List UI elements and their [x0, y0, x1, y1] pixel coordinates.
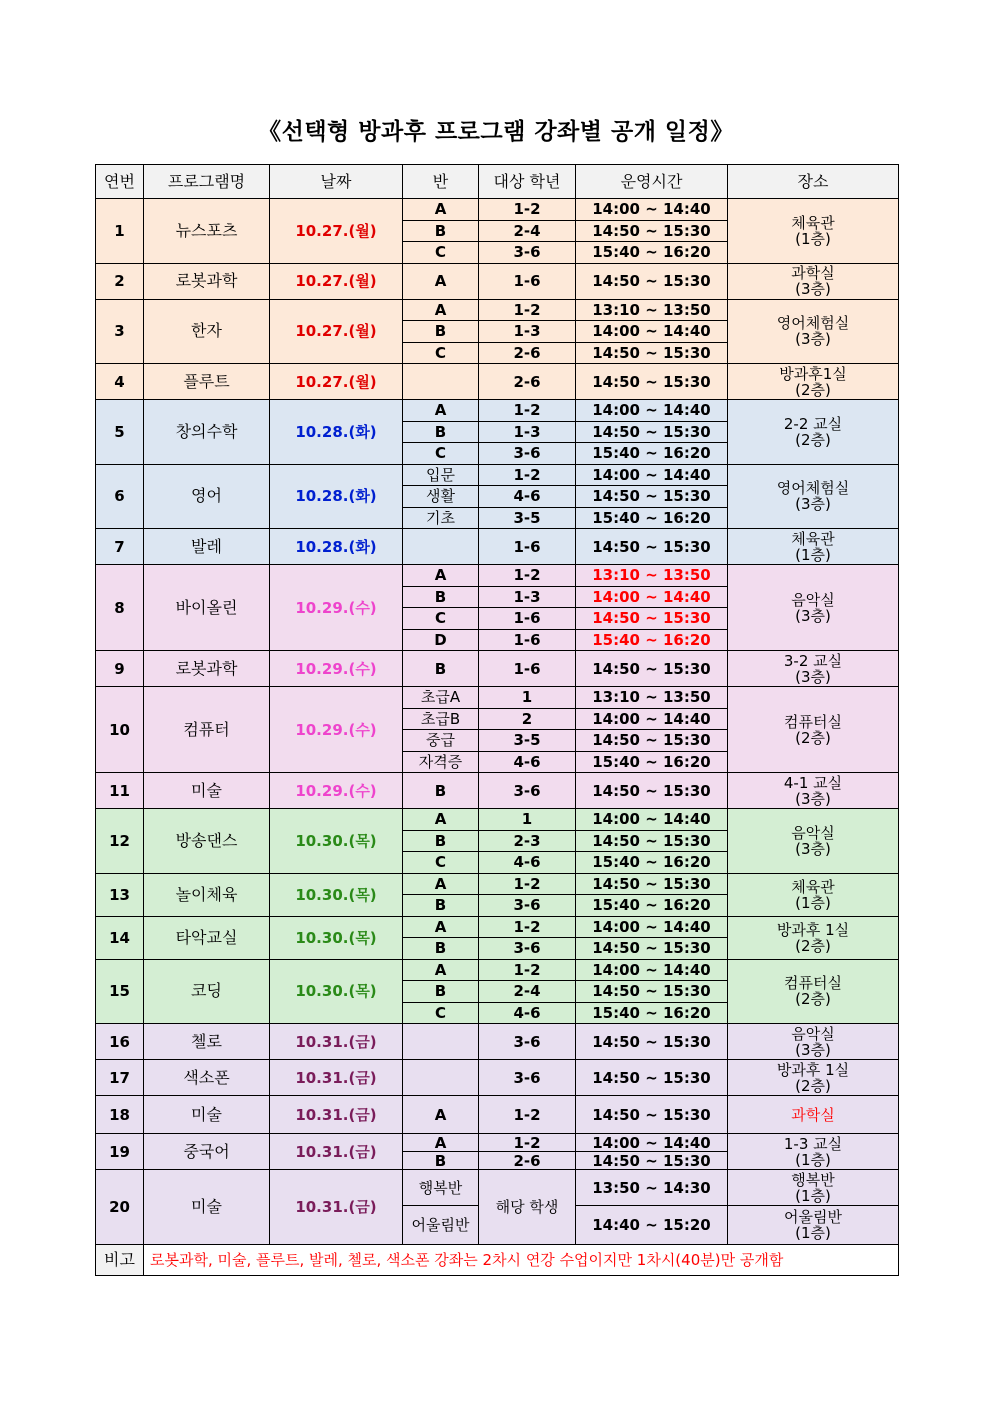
program-name: 방송댄스 [144, 809, 270, 874]
class-label: 행복반 [403, 1170, 479, 1206]
program-date: 10.28.(화) [270, 400, 403, 465]
run-time: 14:50 ~ 15:30 [576, 1096, 728, 1134]
target-grade: 1-2 [479, 1096, 576, 1134]
row-number: 20 [96, 1170, 144, 1245]
target-grade: 1-6 [479, 529, 576, 565]
target-grade: 1-2 [479, 400, 576, 422]
target-grade: 1-2 [479, 565, 576, 587]
target-grade: 1-2 [479, 916, 576, 938]
class-label: C [403, 608, 479, 630]
row-number: 7 [96, 529, 144, 565]
run-time: 14:50 ~ 15:30 [576, 651, 728, 687]
class-label: C [403, 242, 479, 264]
run-time: 14:50 ~ 15:30 [576, 1024, 728, 1060]
program-name: 영어 [144, 464, 270, 529]
program-name: 창의수학 [144, 400, 270, 465]
place-floor: (3층) [795, 330, 831, 349]
table-row [96, 364, 899, 400]
run-time: 14:50 ~ 15:30 [576, 529, 728, 565]
class-label: 중급 [403, 730, 479, 752]
run-time: 14:00 ~ 14:40 [576, 321, 728, 343]
program-date: 10.28.(화) [270, 529, 403, 565]
target-grade: 2-4 [479, 220, 576, 242]
target-grade: 3-5 [479, 507, 576, 529]
place-floor: (2층) [795, 430, 831, 449]
run-time: 14:50 ~ 15:30 [576, 981, 728, 1003]
program-name: 미술 [144, 1170, 270, 1245]
place-cell [728, 565, 899, 651]
run-time: 15:40 ~ 16:20 [576, 852, 728, 874]
place-name: 음악실 [791, 823, 835, 842]
place-cell [728, 651, 899, 687]
run-time: 14:50 ~ 15:30 [576, 486, 728, 508]
run-time: 13:10 ~ 13:50 [576, 565, 728, 587]
row-number: 16 [96, 1024, 144, 1060]
target-grade: 1-3 [479, 421, 576, 443]
run-time: 14:50 ~ 15:30 [576, 608, 728, 630]
header-date: 날짜 [270, 165, 403, 199]
target-grade: 1-2 [479, 199, 576, 221]
run-time: 14:00 ~ 14:40 [576, 464, 728, 486]
note-label: 비고 [96, 1245, 144, 1276]
row-number: 8 [96, 565, 144, 651]
run-time: 14:00 ~ 14:40 [576, 586, 728, 608]
class-label: B [403, 830, 479, 852]
table-row [96, 651, 899, 687]
target-grade: 4-6 [479, 1002, 576, 1024]
target-grade: 3-6 [479, 895, 576, 917]
place-name: 영어체험실 [776, 314, 850, 333]
row-number: 5 [96, 400, 144, 465]
run-time: 14:50 ~ 15:30 [576, 938, 728, 960]
target-grade: 2-4 [479, 981, 576, 1003]
target-grade: 4-6 [479, 486, 576, 508]
place-cell [728, 263, 899, 299]
place-floor: (3층) [795, 606, 831, 625]
place-name: 3-2 교실 [783, 651, 843, 670]
program-date: 10.28.(화) [270, 464, 403, 529]
run-time: 14:50 ~ 15:30 [576, 773, 728, 809]
run-time: 14:50 ~ 15:30 [576, 730, 728, 752]
class-label: B [403, 421, 479, 443]
place-name: 방과후 1실 [776, 1060, 850, 1079]
class-label: A [403, 263, 479, 299]
run-time: 14:50 ~ 15:30 [576, 342, 728, 364]
table-row [96, 1096, 899, 1134]
target-grade: 3-6 [479, 1024, 576, 1060]
place-cell [728, 400, 899, 465]
target-grade: 3-6 [479, 1060, 576, 1096]
run-time: 14:50 ~ 15:30 [576, 1060, 728, 1096]
target-grade: 3-5 [479, 730, 576, 752]
program-name: 코딩 [144, 959, 270, 1024]
target-grade: 4-6 [479, 751, 576, 773]
class-label: A [403, 1096, 479, 1134]
table-row [96, 916, 899, 938]
table-row [96, 263, 899, 299]
row-number: 2 [96, 263, 144, 299]
place-floor: (2층) [795, 728, 831, 747]
class-label: 어울림반 [403, 1206, 479, 1245]
program-name: 발레 [144, 529, 270, 565]
place-floor: (3층) [795, 280, 831, 298]
program-date: 10.31.(금) [270, 1170, 403, 1245]
program-name: 바이올린 [144, 565, 270, 651]
run-time: 14:50 ~ 15:30 [576, 263, 728, 299]
target-grade: 1-2 [479, 464, 576, 486]
row-number: 17 [96, 1060, 144, 1096]
header-time: 운영시간 [576, 165, 728, 199]
place-cell [728, 1170, 899, 1206]
class-label: 자격증 [403, 751, 479, 773]
page-title: 《선택형 방과후 프로그램 강좌별 공개 일정》 [258, 119, 734, 145]
run-time: 15:40 ~ 16:20 [576, 242, 728, 264]
program-date: 10.31.(금) [270, 1060, 403, 1096]
program-name: 한자 [144, 299, 270, 364]
class-label: B [403, 938, 479, 960]
target-grade: 1-2 [479, 873, 576, 895]
program-name: 미술 [144, 773, 270, 809]
class-label: A [403, 873, 479, 895]
program-name: 타악교실 [144, 916, 270, 959]
place-name: 2-2 교실 [783, 414, 843, 433]
run-time: 15:40 ~ 16:20 [576, 751, 728, 773]
class-label: A [403, 299, 479, 321]
target-grade: 4-6 [479, 852, 576, 874]
place-name: 방과후1실 [779, 364, 847, 383]
place-floor: (1층) [795, 1186, 831, 1205]
row-number: 18 [96, 1096, 144, 1134]
target-grade: 1 [479, 687, 576, 709]
target-grade: 1-3 [479, 321, 576, 343]
target-grade: 3-6 [479, 242, 576, 264]
class-label: A [403, 199, 479, 221]
class-label: B [403, 773, 479, 809]
place-floor: (1층) [795, 893, 831, 912]
target-grade: 3-6 [479, 938, 576, 960]
header-no: 연번 [96, 165, 144, 199]
run-time: 14:00 ~ 14:40 [576, 809, 728, 831]
class-label: C [403, 443, 479, 465]
place-cell [728, 199, 899, 264]
run-time: 13:10 ~ 13:50 [576, 299, 728, 321]
header-row [96, 165, 899, 199]
table-row [96, 873, 899, 895]
header-program: 프로그램명 [144, 165, 270, 199]
program-date: 10.29.(수) [270, 773, 403, 809]
class-label: C [403, 1002, 479, 1024]
place-floor: (3층) [795, 1040, 831, 1059]
table-row [96, 464, 899, 486]
run-time: 14:00 ~ 14:40 [576, 959, 728, 981]
target-grade: 3-6 [479, 773, 576, 809]
class-label [403, 364, 479, 400]
run-time: 14:50 ~ 15:30 [576, 421, 728, 443]
row-number: 12 [96, 809, 144, 874]
run-time: 14:00 ~ 14:40 [576, 708, 728, 730]
place-cell [728, 1024, 899, 1060]
row-number: 14 [96, 916, 144, 959]
target-grade: 1-6 [479, 608, 576, 630]
place-floor: (3층) [795, 789, 831, 808]
place-floor: (2층) [795, 1076, 831, 1095]
schedule-table [95, 164, 899, 1276]
target-grade: 2-3 [479, 830, 576, 852]
place-name: 1-3 교실 [783, 1134, 843, 1153]
header-place: 장소 [728, 165, 899, 199]
class-label [403, 1060, 479, 1096]
place-name: 체육관 [791, 213, 835, 232]
program-date: 10.27.(월) [270, 263, 403, 299]
place-name: 영어체험실 [776, 479, 850, 498]
program-name: 중국어 [144, 1134, 270, 1170]
target-grade: 1-2 [479, 959, 576, 981]
class-label: A [403, 1134, 479, 1152]
row-number: 11 [96, 773, 144, 809]
run-time: 14:50 ~ 15:30 [576, 830, 728, 852]
program-date: 10.30.(목) [270, 873, 403, 916]
table-row [96, 199, 899, 221]
place-cell [728, 464, 899, 529]
program-date: 10.31.(금) [270, 1024, 403, 1060]
row-number: 19 [96, 1134, 144, 1170]
program-date: 10.27.(월) [270, 299, 403, 364]
table-row [96, 299, 899, 321]
row-number: 10 [96, 687, 144, 773]
run-time: 15:40 ~ 16:20 [576, 443, 728, 465]
class-label [403, 529, 479, 565]
place-cell [728, 529, 899, 565]
program-date: 10.27.(월) [270, 199, 403, 264]
place-floor: (1층) [795, 229, 831, 248]
place-floor: (1층) [795, 545, 831, 564]
place-name: 행복반 [791, 1170, 835, 1189]
note-row [96, 1245, 899, 1276]
place-floor: (2층) [795, 380, 831, 399]
place-name: 컴퓨터실 [784, 974, 842, 993]
target-grade: 1-2 [479, 299, 576, 321]
class-label: D [403, 629, 479, 651]
class-label: B [403, 586, 479, 608]
program-name: 뉴스포츠 [144, 199, 270, 264]
table-row [96, 1024, 899, 1060]
program-name: 컴퓨터 [144, 687, 270, 773]
row-number: 13 [96, 873, 144, 916]
run-time: 14:00 ~ 14:40 [576, 916, 728, 938]
table-row [96, 1170, 899, 1206]
place-name: 어울림반 [784, 1208, 842, 1226]
program-name: 첼로 [144, 1024, 270, 1060]
target-grade: 2-6 [479, 364, 576, 400]
program-name: 로봇과학 [144, 651, 270, 687]
target-grade: 3-6 [479, 443, 576, 465]
place-floor: (1층) [795, 1224, 831, 1242]
target-grade: 해당 학생 [479, 1170, 576, 1245]
program-date: 10.29.(수) [270, 565, 403, 651]
class-label: 기초 [403, 507, 479, 529]
program-name: 색소폰 [144, 1060, 270, 1096]
place-cell [728, 364, 899, 400]
class-label: A [403, 809, 479, 831]
run-time: 14:50 ~ 15:30 [576, 364, 728, 400]
target-grade: 1-6 [479, 629, 576, 651]
place-name: 방과후 1실 [776, 920, 850, 939]
place-name: 컴퓨터실 [784, 712, 842, 731]
run-time: 14:00 ~ 14:40 [576, 1134, 728, 1152]
class-label: B [403, 981, 479, 1003]
run-time: 14:00 ~ 14:40 [576, 400, 728, 422]
run-time: 15:40 ~ 16:20 [576, 507, 728, 529]
target-grade: 1 [479, 809, 576, 831]
run-time: 14:00 ~ 14:40 [576, 199, 728, 221]
place-name: 음악실 [791, 1024, 835, 1043]
place-cell [728, 1096, 899, 1134]
program-name: 플루트 [144, 364, 270, 400]
program-name: 로봇과학 [144, 263, 270, 299]
place-cell [728, 1060, 899, 1096]
note-text: 로봇과학, 미술, 플루트, 발레, 첼로, 색소폰 강좌는 2차시 연강 수업이지만 1차시(40분)만 공개함 [144, 1245, 899, 1276]
target-grade: 2 [479, 708, 576, 730]
program-date: 10.29.(수) [270, 651, 403, 687]
place-cell [728, 809, 899, 874]
run-time: 13:50 ~ 14:30 [576, 1170, 728, 1206]
run-time: 15:40 ~ 16:20 [576, 1002, 728, 1024]
program-name: 미술 [144, 1096, 270, 1134]
table-row [96, 565, 899, 587]
class-label: A [403, 916, 479, 938]
place-name: 과학실 [791, 264, 835, 282]
run-time: 15:40 ~ 16:20 [576, 895, 728, 917]
place-floor: (2층) [795, 990, 831, 1009]
run-time: 14:50 ~ 15:30 [576, 220, 728, 242]
place-cell [728, 1134, 899, 1170]
program-name: 놀이체육 [144, 873, 270, 916]
program-date: 10.30.(목) [270, 959, 403, 1024]
run-time: 14:50 ~ 15:30 [576, 1152, 728, 1170]
place-name: 체육관 [791, 877, 835, 896]
class-label: B [403, 220, 479, 242]
class-label: 입문 [403, 464, 479, 486]
class-label [403, 1024, 479, 1060]
run-time: 13:10 ~ 13:50 [576, 687, 728, 709]
class-label: A [403, 959, 479, 981]
target-grade: 1-3 [479, 586, 576, 608]
program-date: 10.31.(금) [270, 1096, 403, 1134]
program-date: 10.30.(목) [270, 916, 403, 959]
program-date: 10.30.(목) [270, 809, 403, 874]
place-cell [728, 1206, 899, 1245]
table-row [96, 809, 899, 831]
place-name: 음악실 [791, 590, 835, 609]
class-label: 생활 [403, 486, 479, 508]
place-cell [728, 916, 899, 959]
class-label: 초급B [403, 708, 479, 730]
table-row [96, 400, 899, 422]
place-name: 4-1 교실 [783, 773, 843, 792]
table-row [96, 529, 899, 565]
class-label: C [403, 342, 479, 364]
place-floor: (3층) [795, 839, 831, 858]
class-label: B [403, 895, 479, 917]
program-date: 10.27.(월) [270, 364, 403, 400]
place-cell [728, 773, 899, 809]
target-grade: 1-6 [479, 263, 576, 299]
place-name: 과학실 [791, 1105, 835, 1124]
header-class: 반 [403, 165, 479, 199]
row-number: 9 [96, 651, 144, 687]
place-floor: (2층) [795, 936, 831, 955]
table-row [96, 959, 899, 981]
class-label: B [403, 651, 479, 687]
class-label: A [403, 565, 479, 587]
row-number: 3 [96, 299, 144, 364]
target-grade: 2-6 [479, 1152, 576, 1170]
run-time: 14:40 ~ 15:20 [576, 1206, 728, 1245]
table-row [96, 687, 899, 709]
class-label: C [403, 852, 479, 874]
target-grade: 2-6 [479, 342, 576, 364]
class-label: A [403, 400, 479, 422]
place-floor: (1층) [795, 1150, 831, 1169]
class-label: 초급A [403, 687, 479, 709]
class-label: B [403, 321, 479, 343]
header-grade: 대상 학년 [479, 165, 576, 199]
row-number: 4 [96, 364, 144, 400]
table-row [96, 1134, 899, 1152]
target-grade: 1-2 [479, 1134, 576, 1152]
place-floor: (3층) [795, 667, 831, 686]
target-grade: 1-6 [479, 651, 576, 687]
row-number: 15 [96, 959, 144, 1024]
place-name: 체육관 [791, 529, 835, 548]
place-cell [728, 959, 899, 1024]
table-row [96, 773, 899, 809]
program-date: 10.29.(수) [270, 687, 403, 773]
place-cell [728, 873, 899, 916]
program-date: 10.31.(금) [270, 1134, 403, 1170]
row-number: 1 [96, 199, 144, 264]
table-row [96, 1060, 899, 1096]
class-label: B [403, 1152, 479, 1170]
run-time: 15:40 ~ 16:20 [576, 629, 728, 651]
place-cell [728, 299, 899, 364]
place-cell [728, 687, 899, 773]
run-time: 14:50 ~ 15:30 [576, 873, 728, 895]
place-floor: (3층) [795, 495, 831, 514]
row-number: 6 [96, 464, 144, 529]
